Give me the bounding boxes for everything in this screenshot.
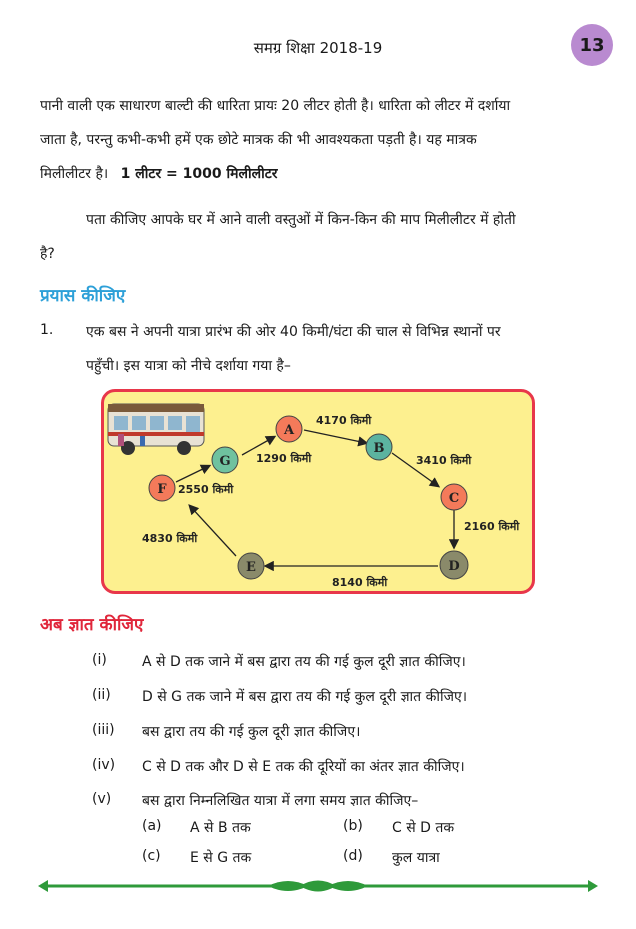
find-out-paragraph (40, 210, 596, 264)
question-line-1: एक बस ने अपनी यात्रा प्रारंभ की ओर 40 किमी/घंटा की चाल से विभिन्न स्थानों पर (86, 324, 501, 340)
svg-text:F: F (157, 482, 167, 497)
intro-line-1: पानी वाली एक साधारण बाल्टी की धारिता प्रायः 20 लीटर होती है। धारिता को लीटर में दर्शाया (40, 98, 511, 114)
item-number: (ii) (92, 687, 111, 703)
dist-de: 8140 किमी (332, 576, 388, 589)
subitem-text: A से B तक (190, 820, 251, 836)
subitem-text: कुल यात्रा (392, 850, 440, 866)
footer-ornament (38, 876, 598, 896)
page-header: समग्र शिक्षा 2018-19 (253, 39, 383, 57)
item-number: (iii) (92, 722, 115, 738)
route-svg (104, 392, 532, 591)
dist-ef: 4830 किमी (142, 532, 198, 545)
dist-ab: 4170 किमी (316, 414, 372, 427)
question-text (86, 322, 596, 390)
subitem-text: C से D तक (392, 820, 455, 836)
svg-text:E: E (246, 560, 256, 575)
node-f (149, 475, 175, 501)
node-e (238, 553, 264, 579)
item-number: (i) (92, 652, 107, 668)
question-line-2: पहुँची। इस यात्रा को नीचे दर्शाया गया है– (86, 358, 291, 374)
intro-line-3 (40, 164, 596, 184)
dist-ga: 1290 किमी (256, 452, 312, 465)
subitem-label: (d) (343, 848, 363, 864)
dist-bc: 3410 किमी (416, 454, 472, 467)
dist-fg: 2550 किमी (178, 483, 234, 496)
svg-text:D: D (448, 559, 460, 574)
item-text: बस द्वारा तय की गई कुल दूरी ज्ञात कीजिए। (142, 724, 361, 740)
node-c (441, 484, 467, 510)
edge-a-b (304, 430, 366, 443)
dist-cd: 2160 किमी (464, 520, 520, 533)
intro-paragraph (40, 96, 596, 198)
item-number: (iv) (92, 757, 116, 773)
question-number: 1. (40, 322, 54, 338)
item-number: (v) (92, 791, 112, 807)
find-out-line-2: है? (40, 246, 55, 262)
node-d (440, 551, 468, 579)
svg-text:C: C (448, 491, 460, 506)
intro-line-3a: मिलीलीटर है। (40, 166, 109, 182)
edge-e-f (190, 506, 236, 556)
item-text: बस द्वारा निम्नलिखित यात्रा में लगा समय ज्ञात कीजिए– (142, 793, 419, 809)
bus-route-diagram (101, 389, 535, 594)
item-text: D से G तक जाने में बस द्वारा तय की गई कुल दूरी ज्ञात कीजिए। (142, 689, 468, 705)
liter-conversion: 1 लीटर = 1000 मिलीलीटर (120, 166, 278, 182)
node-g (212, 447, 238, 473)
intro-line-2: जाता है, परन्तु कभी-कभी हमें एक छोटे मात्रक की भी आवश्यकता पड़ती है। यह मात्रक (40, 132, 477, 148)
item-text: A से D तक जाने में बस द्वारा तय की गई कुल दूरी ज्ञात कीजिए। (142, 654, 466, 670)
node-b (366, 434, 392, 460)
node-a (276, 416, 302, 442)
svg-text:A: A (283, 423, 295, 438)
page-number-badge: 13 (571, 24, 613, 66)
bus-icon (108, 404, 204, 455)
item-text: C से D तक और D से E तक की दूरियों का अंतर ज्ञात कीजिए। (142, 759, 465, 775)
svg-text:B: B (373, 441, 385, 456)
subitem-text: E से G तक (190, 850, 252, 866)
section-try-heading: प्रयास कीजिए (40, 286, 126, 306)
edge-f-g (176, 466, 209, 482)
find-out-line-1: पता कीजिए आपके घर में आने वाली वस्तुओं में किन-किन की माप मिलीलीटर में होती (86, 212, 516, 228)
svg-text:G: G (219, 454, 231, 469)
section-know-heading: अब ज्ञात कीजिए (40, 615, 144, 635)
subitem-label: (b) (343, 818, 363, 834)
subitem-label: (a) (142, 818, 162, 834)
subitem-label: (c) (142, 848, 161, 864)
